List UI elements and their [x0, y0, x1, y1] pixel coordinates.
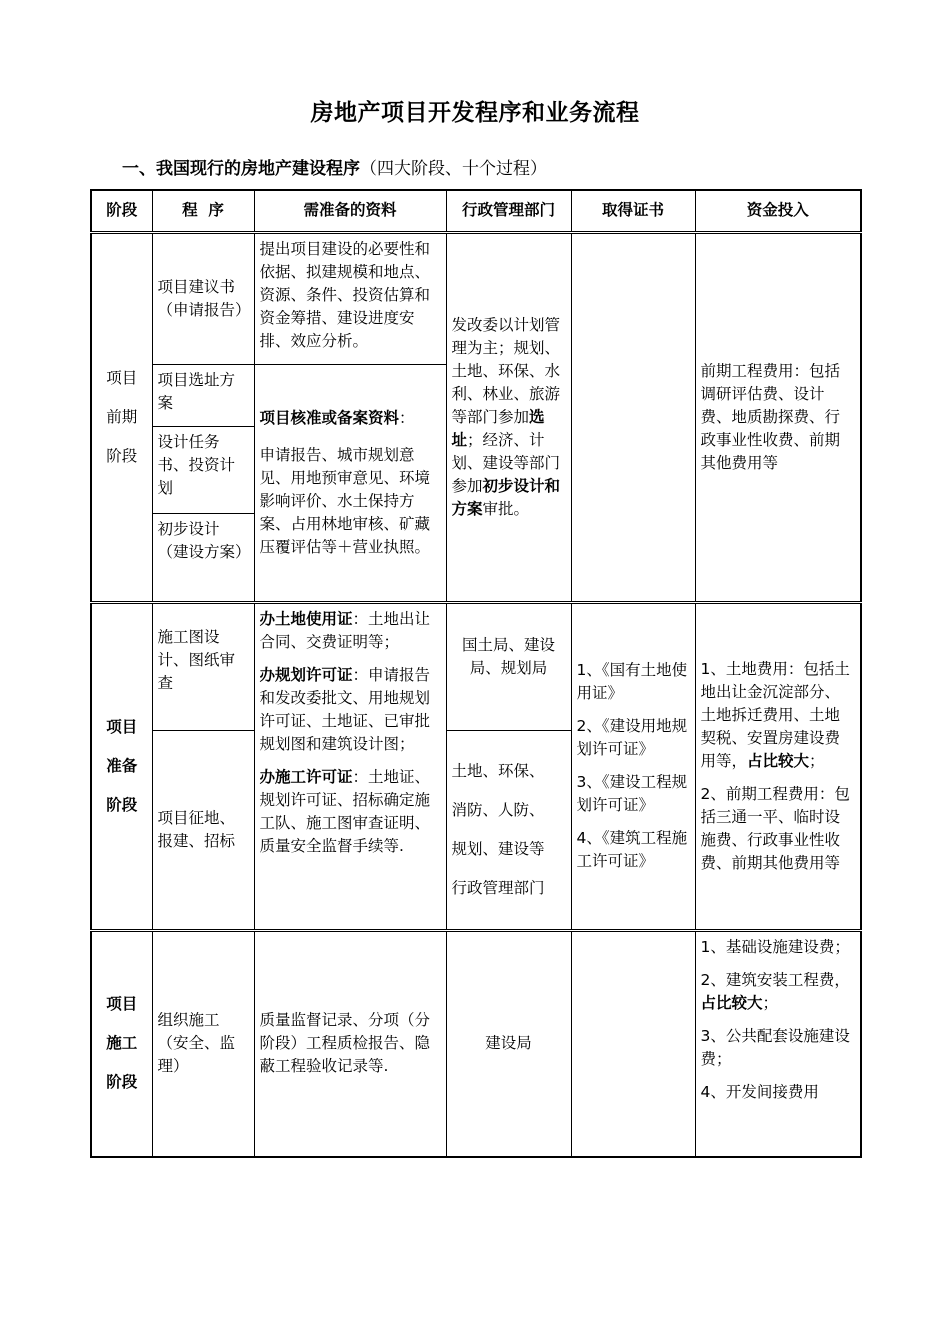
- procedure-cell: 初步设计（建设方案）: [152, 513, 254, 602]
- stage-cell-construction: 项目 施工 阶段: [91, 930, 152, 1157]
- header-stage: 阶段: [91, 190, 152, 232]
- department-cell: 土地、环保、 消防、人防、 规划、建设等 行政管理部门: [446, 730, 571, 930]
- procedure-cell: 项目选址方案: [152, 364, 254, 426]
- funding-cell: 前期工程费用：包括调研评估费、设计费、地质勘探费、行政事业性收费、前期其他费用等: [695, 232, 861, 602]
- materials-cell: 项目核准或备案资料： 申请报告、城市规划意见、用地预审意见、环境影响评价、水土保持方案、占用林地审核、矿藏压覆评估等＋营业执照。: [254, 364, 446, 602]
- procedure-cell: 设计任务书、投资计划: [152, 426, 254, 513]
- funding-cell: 1、基础设施建设费； 2、建筑安装工程费，占比较大； 3、公共配套设施建设费； 4、开发间接费用: [695, 930, 861, 1157]
- procedure-cell: 组织施工（安全、监理）: [152, 930, 254, 1157]
- page-title: 房地产项目开发程序和业务流程: [310, 100, 640, 126]
- procedure-cell: 项目建议书（申请报告）: [152, 232, 254, 364]
- procedure-cell: 施工图设计、图纸审查: [152, 602, 254, 730]
- table-row: [91, 602, 861, 730]
- section-heading-bold: 一、我国现行的房地产建设程序: [122, 159, 360, 179]
- table-header-row: [91, 190, 861, 232]
- header-department: 行政管理部门: [446, 190, 571, 232]
- header-procedure: 程 序: [152, 190, 254, 232]
- materials-cell: 办土地使用证：土地出让合同、交费证明等； 办规划许可证：申请报告和发改委批文、用地规划许可证、土地证、已审批规划图和建筑设计图； 办施工许可证：土地证、规划许可证、招标确定施工队、施工图审查证明、质量安全监督手续等.: [254, 602, 446, 930]
- header-materials: 需准备的资料: [254, 190, 446, 232]
- header-certificate: 取得证书: [571, 190, 695, 232]
- stage-cell-preparation: 项目 准备 阶段: [91, 602, 152, 930]
- materials-cell: 提出项目建设的必要性和依据、拟建规模和地点、资源、条件、投资估算和资金筹措、建设进度安排、效应分析。: [254, 232, 446, 364]
- section-heading: [122, 154, 547, 179]
- certificate-cell: [571, 232, 695, 602]
- table-row: [91, 232, 861, 364]
- stage-cell-preliminary: 项目 前期 阶段: [91, 232, 152, 602]
- funding-cell: 1、土地费用：包括土地出让金沉淀部分、土地拆迁费用、土地契税、安置房建设费用等，占比较大； 2、前期工程费用：包括三通一平、临时设施费、行政事业性收费、前期其他费用等: [695, 602, 861, 930]
- certificate-cell: [571, 930, 695, 1157]
- process-table: [90, 189, 862, 1158]
- procedure-cell: 项目征地、报建、招标: [152, 730, 254, 930]
- department-cell: 发改委以计划管理为主；规划、土地、环保、水利、林业、旅游等部门参加选址；经济、计划、建设等部门参加初步设计和方案审批。: [446, 232, 571, 602]
- section-heading-note: （四大阶段、十个过程）: [360, 159, 547, 179]
- department-cell: 国土局、建设局、规划局: [446, 602, 571, 730]
- department-cell: 建设局: [446, 930, 571, 1157]
- table-row: [91, 930, 861, 1157]
- materials-cell: 质量监督记录、分项（分阶段）工程质检报告、隐蔽工程验收记录等.: [254, 930, 446, 1157]
- header-funding: 资金投入: [695, 190, 861, 232]
- certificate-cell: 1、《国有土地使用证》 2、《建设用地规划许可证》 3、《建设工程规划许可证》 4、《建筑工程施工许可证》: [571, 602, 695, 930]
